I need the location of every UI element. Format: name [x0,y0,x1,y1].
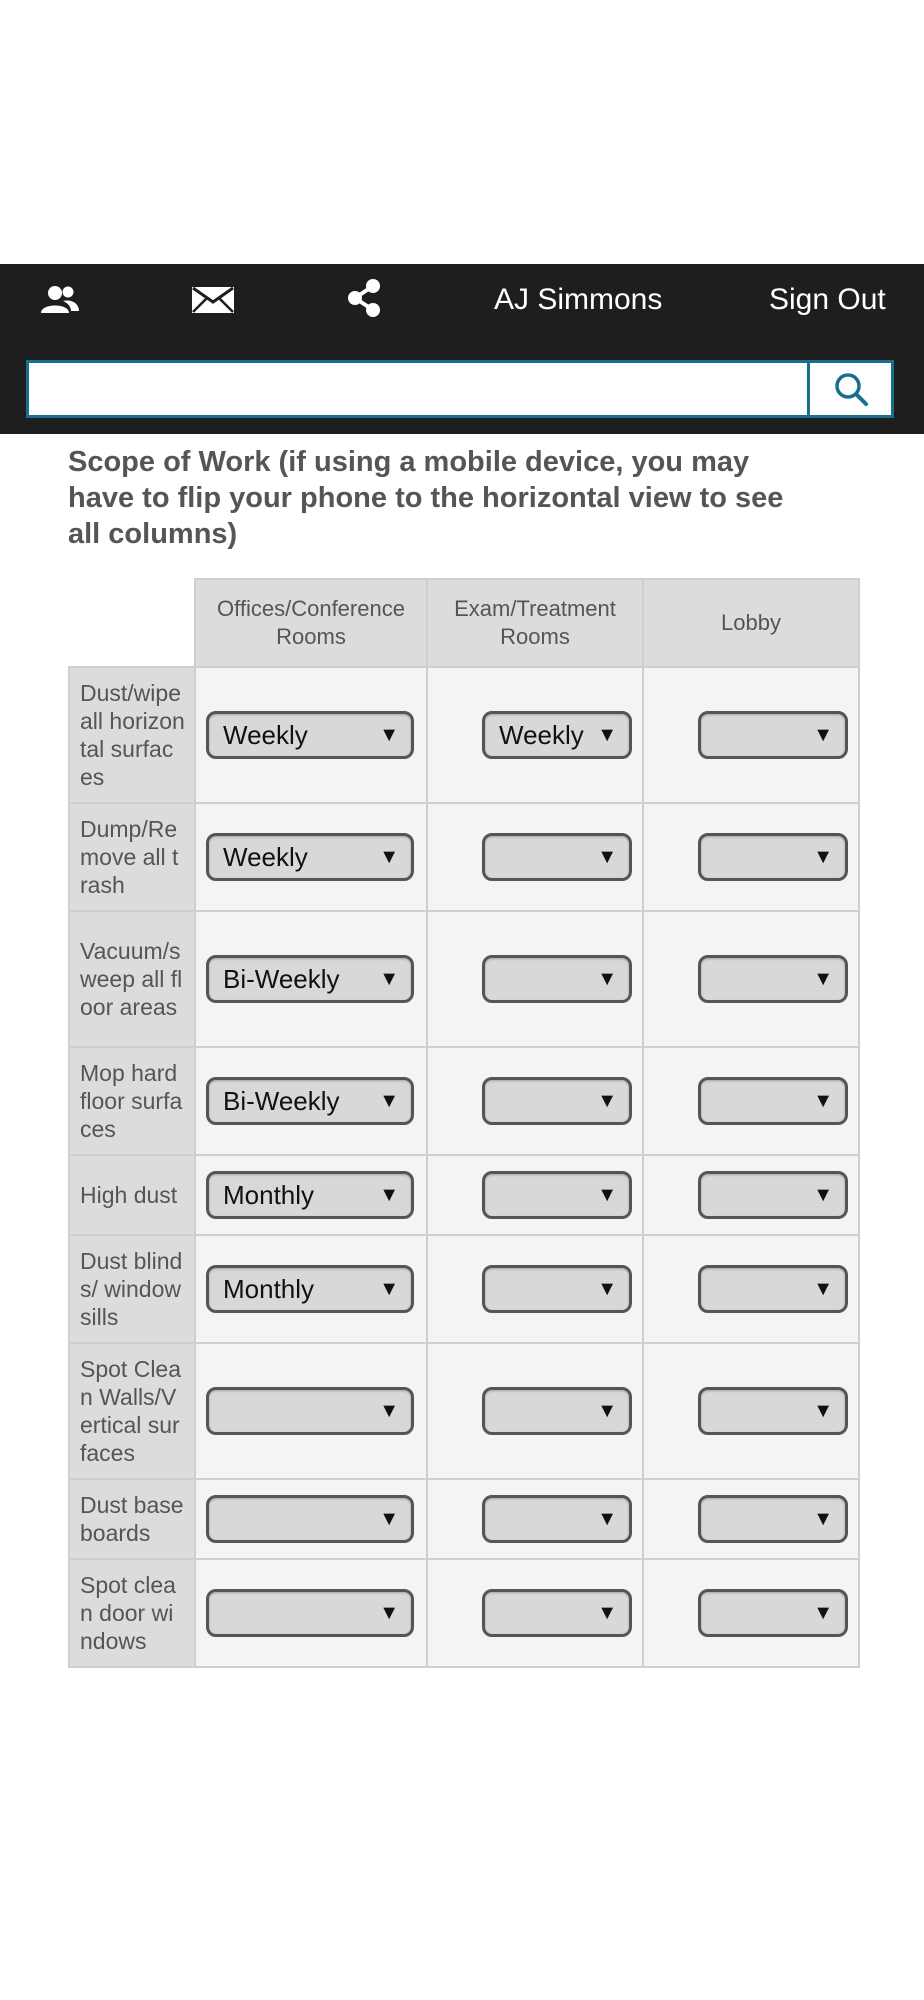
table-cell [195,1047,427,1155]
table-cell [427,1155,643,1235]
frequency-select[interactable] [482,1077,632,1125]
table-row [69,911,859,1047]
column-header: Lobby [643,579,859,667]
frequency-select[interactable] [482,1387,632,1435]
chevron-down-icon: ▼ [379,1090,399,1112]
user-name-link[interactable]: AJ Simmons [494,283,663,316]
table-cell [643,1155,859,1235]
frequency-select[interactable] [698,1265,848,1313]
table-row [69,1155,859,1235]
frequency-select[interactable] [482,1265,632,1313]
chevron-down-icon: ▼ [597,1602,617,1624]
chevron-down-icon: ▼ [813,968,833,990]
frequency-select[interactable] [482,711,632,759]
table-cell [643,1559,859,1667]
chevron-down-icon: ▼ [379,724,399,746]
frequency-select[interactable] [206,955,414,1003]
frequency-select-value: Bi-Weekly [223,964,340,994]
scope-of-work-table [68,578,860,1668]
table-cell [427,911,643,1047]
chevron-down-icon: ▼ [597,1184,617,1206]
frequency-select-value: Weekly [223,720,308,750]
table-cell [427,1479,643,1559]
search-input[interactable] [29,363,807,415]
chevron-down-icon: ▼ [379,1400,399,1422]
chevron-down-icon: ▼ [813,724,833,746]
share-icon[interactable] [342,280,388,316]
table-cell [427,1047,643,1155]
table-cell [195,803,427,911]
table-cell [195,1479,427,1559]
frequency-select[interactable] [698,1171,848,1219]
chevron-down-icon: ▼ [379,1184,399,1206]
column-header: Exam/Treatment Rooms [427,579,643,667]
row-task-label: Dust baseboards [69,1479,195,1559]
table-cell [643,803,859,911]
table-cell [427,1343,643,1479]
frequency-select[interactable] [698,833,848,881]
frequency-select[interactable] [482,955,632,1003]
search-bar [26,360,894,418]
table-cell [643,1235,859,1343]
frequency-select[interactable] [206,1387,414,1435]
frequency-select[interactable] [206,1589,414,1637]
table-row [69,667,859,803]
chevron-down-icon: ▼ [379,846,399,868]
row-task-label: Vacuum/sweep all floor areas [69,911,195,1047]
table-cell [195,1343,427,1479]
page-heading: Scope of Work (if using a mobile device, you may have to flip your phone to the horizontal view to see all columns) [68,446,784,550]
frequency-select[interactable] [206,1495,414,1543]
frequency-select-value: Monthly [223,1180,315,1210]
frequency-select-value: Bi-Weekly [223,1086,340,1116]
table-cell [427,803,643,911]
table-cell [427,1235,643,1343]
chevron-down-icon: ▼ [597,968,617,990]
search-icon [832,370,870,408]
frequency-select[interactable] [206,1265,414,1313]
chevron-down-icon: ▼ [813,1508,833,1530]
chevron-down-icon: ▼ [813,1278,833,1300]
frequency-select[interactable] [206,1171,414,1219]
table-cell [195,667,427,803]
table-cell [643,1479,859,1559]
table-cell [195,1155,427,1235]
chevron-down-icon: ▼ [597,1278,617,1300]
chevron-down-icon: ▼ [379,1602,399,1624]
sign-out-link[interactable]: Sign Out [769,283,886,316]
scope-table-scroll[interactable] [68,578,870,1668]
chevron-down-icon: ▼ [813,1090,833,1112]
frequency-select-value: Weekly [499,720,584,750]
frequency-select[interactable] [206,1077,414,1125]
search-button[interactable] [807,363,891,415]
frequency-select-value: Weekly [223,842,308,872]
frequency-select[interactable] [698,955,848,1003]
table-cell [427,667,643,803]
row-task-label: High dust [69,1155,195,1235]
chevron-down-icon: ▼ [379,1278,399,1300]
frequency-select[interactable] [698,1077,848,1125]
frequency-select[interactable] [482,1171,632,1219]
table-cell [195,1235,427,1343]
table-cell [643,911,859,1047]
table-cell [427,1559,643,1667]
chevron-down-icon: ▼ [597,846,617,868]
table-cell [643,667,859,803]
row-task-label: Spot Clean Walls/Vertical surfaces [69,1343,195,1479]
frequency-select[interactable] [698,711,848,759]
frequency-select[interactable] [698,1589,848,1637]
chevron-down-icon: ▼ [813,1184,833,1206]
chevron-down-icon: ▼ [813,1602,833,1624]
chevron-down-icon: ▼ [597,1508,617,1530]
table-row [69,803,859,911]
table-row [69,1559,859,1667]
frequency-select[interactable] [482,833,632,881]
row-task-label: Dust blinds/ window sills [69,1235,195,1343]
table-cell [643,1047,859,1155]
chevron-down-icon: ▼ [813,1400,833,1422]
table-row [69,1047,859,1155]
frequency-select[interactable] [698,1387,848,1435]
table-corner [69,579,195,667]
chevron-down-icon: ▼ [379,1508,399,1530]
row-task-label: Dust/wipe all horizontal surfaces [69,667,195,803]
chevron-down-icon: ▼ [379,968,399,990]
user-icon[interactable] [36,282,82,318]
chevron-down-icon: ▼ [597,1090,617,1112]
frequency-select[interactable] [206,833,414,881]
table-cell [643,1343,859,1479]
table-cell [195,1559,427,1667]
frequency-select[interactable] [482,1495,632,1543]
frequency-select[interactable] [206,711,414,759]
chevron-down-icon: ▼ [813,846,833,868]
frequency-select[interactable] [698,1495,848,1543]
envelope-icon[interactable] [190,282,236,318]
row-task-label: Spot clean door windows [69,1559,195,1667]
frequency-select[interactable] [482,1589,632,1637]
chevron-down-icon: ▼ [597,1400,617,1422]
table-row [69,1235,859,1343]
table-row [69,1479,859,1559]
row-task-label: Dump/Remove all trash [69,803,195,911]
frequency-select-value: Monthly [223,1274,315,1304]
chevron-down-icon: ▼ [597,724,617,746]
column-header: Offices/Conference Rooms [195,579,427,667]
row-task-label: Mop hard floor surfaces [69,1047,195,1155]
table-cell [195,911,427,1047]
table-row [69,1343,859,1479]
